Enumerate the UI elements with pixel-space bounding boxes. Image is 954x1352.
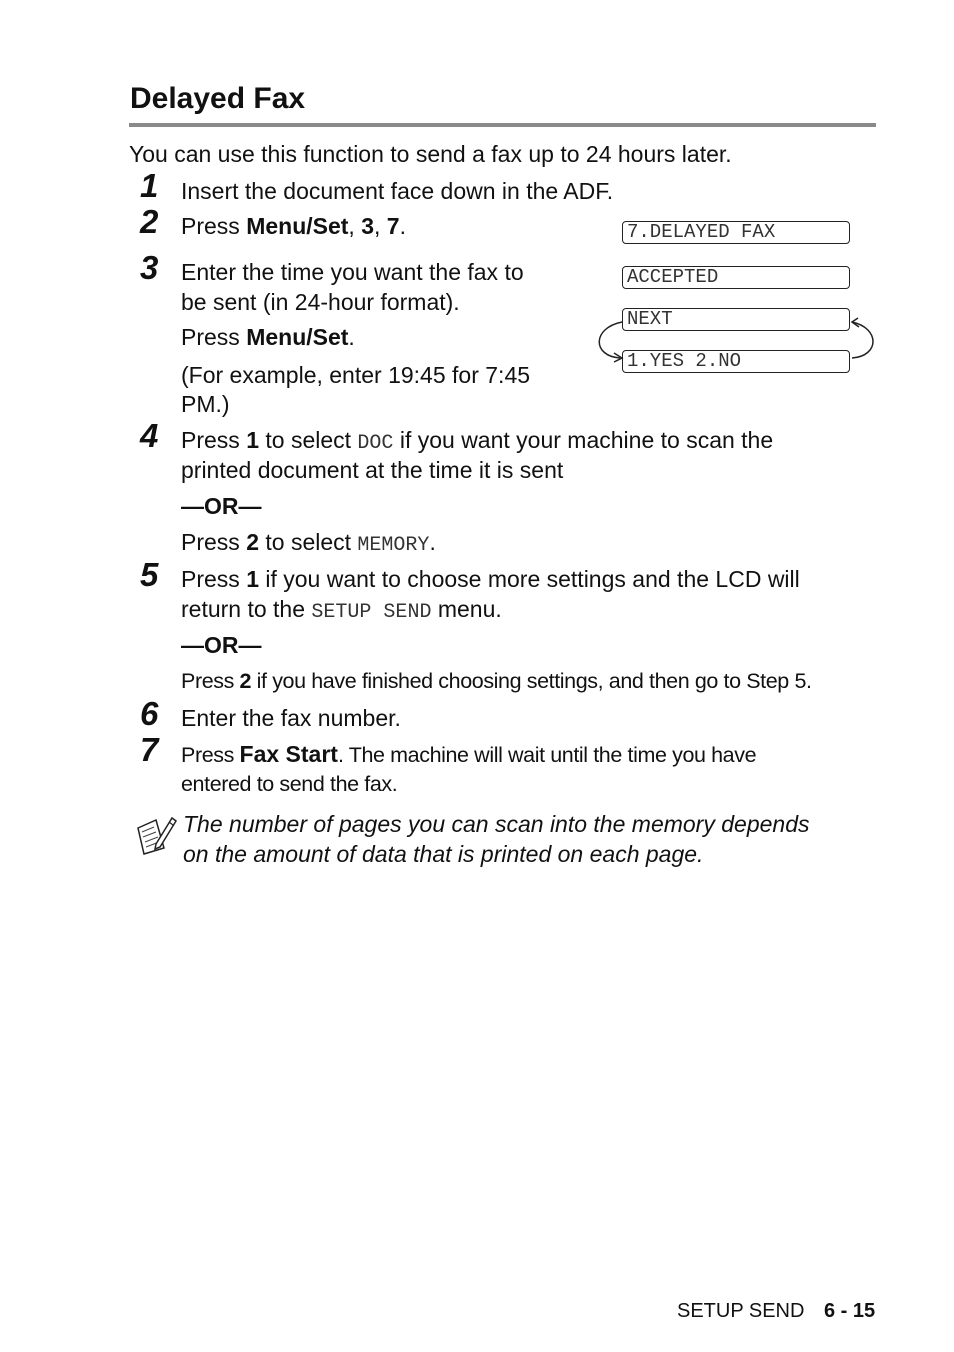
press-text: Press [181,324,247,350]
step-3-line-1: Enter the time you want the fax to [181,259,524,285]
to-select-text: to select [258,529,358,555]
step-7-line-1 [181,739,756,770]
step-3-line-2: be sent (in 24-hour format). [181,289,460,315]
lcd-line-yes-no: 1.YES 2.NO [622,350,850,373]
step-4-or: —OR— [181,493,262,519]
press-text: Press [181,743,240,767]
press-text: Press [181,427,247,453]
to-select-text: to select [258,427,358,453]
fax-start-key: Fax Start [239,741,338,767]
step-5-alt [181,666,812,696]
footer-section: SETUP SEND [677,1300,805,1322]
note-pencil-icon [134,814,178,856]
period: . [399,213,406,239]
lcd-menu-setup-send: SETUP SEND [311,601,432,624]
press-text: Press [181,566,247,592]
note-line-1: The number of pages you can scan into the memory depends [183,811,810,837]
separator: , [374,213,387,239]
period: . [348,324,355,350]
menu-text: menu. [431,596,502,622]
step-4-rest: if you want your machine to scan the [393,427,774,453]
step-4-line-2: printed document at the time it is sent [181,457,564,483]
key-7: 7 [386,213,400,239]
key-3: 3 [361,213,374,239]
step-5-alt-rest: if you have finished choosing settings, and then go to Step 5. [251,669,812,693]
title-rule [129,123,876,127]
step-number-1: 1 [140,167,159,204]
return-text: return to the [181,596,312,622]
separator: , [348,213,362,239]
step-5-rest: if you want to choose more settings and the LCD will [258,566,800,592]
lcd-option-doc: DOC [357,432,394,455]
step-number-3: 3 [140,249,159,286]
step-4-alt [181,527,436,561]
step-7-line-2: entered to send the fax. [181,772,398,796]
press-text: Press [181,669,240,693]
lcd-option-memory: MEMORY [357,534,430,557]
lcd-line-next: NEXT [622,308,850,331]
step-2-press: Press [181,213,247,239]
lcd-line-delayed-fax: 7.DELAYED FAX [622,221,850,244]
step-number-4: 4 [140,417,159,454]
key-2: 2 [239,669,252,693]
step-number-5: 5 [140,556,159,593]
step-3-example-2: PM.) [181,391,230,417]
step-7-rest: . The machine will wait until the time you have [337,743,757,767]
key-2: 2 [246,529,259,555]
step-3-press [181,322,355,352]
lcd-cycle-arrows-icon [592,312,882,372]
step-2-text [181,211,406,241]
intro-text: You can use this function to send a fax up to 24 hours later. [129,141,732,167]
footer-page-number: 6 - 15 [824,1300,876,1322]
press-text: Press [181,529,247,555]
lcd-line-accepted: ACCEPTED [622,266,850,289]
step-1-text: Insert the document face down in the ADF. [181,178,614,204]
step-4-line-1 [181,425,773,459]
note-line-2: on the amount of data that is printed on each page. [183,841,704,867]
step-number-2: 2 [140,203,159,240]
menu-set-key: Menu/Set [246,213,349,239]
key-1: 1 [246,427,259,453]
step-3-example-1: (For example, enter 19:45 for 7:45 [181,362,531,388]
step-number-7: 7 [140,731,159,768]
step-number-6: 6 [140,695,159,732]
period: . [429,529,436,555]
step-5-or: —OR— [181,632,262,658]
step-5-line-2 [181,594,502,628]
step-6-text: Enter the fax number. [181,705,401,731]
step-5-line-1 [181,564,800,594]
page-title: Delayed Fax [130,82,306,115]
menu-set-key: Menu/Set [246,324,349,350]
key-1: 1 [246,566,259,592]
